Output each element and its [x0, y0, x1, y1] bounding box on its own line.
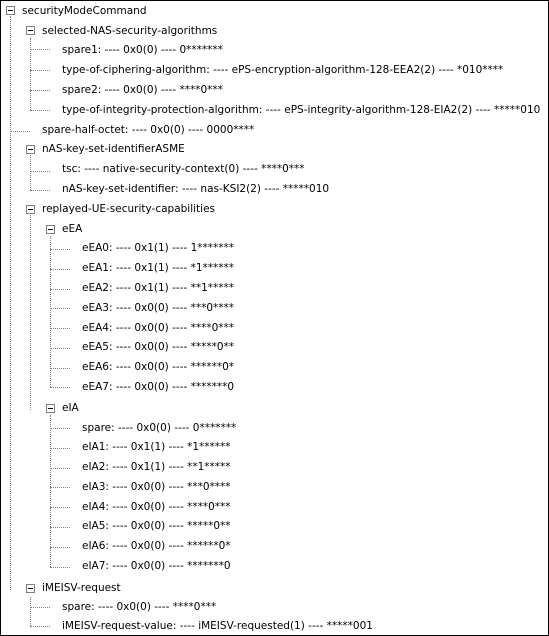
tree-line: [50, 428, 70, 429]
tree-leaf-eea1[interactable]: eEA1: ---- 0x1(1) ---- *1******: [82, 262, 235, 274]
collapse-toggle-icon[interactable]: [46, 404, 55, 413]
tree-leaf-eea6[interactable]: eEA6: ---- 0x0(0) ---- ******0*: [82, 361, 235, 373]
tree-node-eia[interactable]: eIA: [62, 402, 79, 414]
collapse-toggle-icon[interactable]: [26, 205, 35, 214]
tree-leaf-eia1[interactable]: eIA1: ---- 0x1(1) ---- *1******: [82, 441, 231, 453]
tree-line: [10, 131, 30, 132]
tree-line: [50, 448, 70, 449]
tree-leaf-eea7[interactable]: eEA7: ---- 0x0(0) ---- *******0: [82, 381, 235, 393]
tree-line: [50, 236, 51, 387]
tree-line: [50, 567, 70, 568]
tree-node-securityModeCommand[interactable]: securityModeCommand: [22, 5, 147, 17]
collapse-toggle-icon[interactable]: [46, 225, 55, 234]
tree-leaf-eia2[interactable]: eIA2: ---- 0x1(1) ---- **1*****: [82, 461, 231, 473]
tree-line: [50, 468, 70, 469]
tree-line: [30, 171, 50, 172]
tree-node-imeisv-request[interactable]: iMEISV-request: [42, 582, 121, 594]
tree-line: [30, 626, 50, 627]
tree-line: [50, 328, 70, 329]
tree-leaf-eia3[interactable]: eIA3: ---- 0x0(0) ---- ***0****: [82, 481, 231, 493]
tree-leaf-eia6[interactable]: eIA6: ---- 0x0(0) ---- ******0*: [82, 540, 231, 552]
tree-leaf-spare-half-octet[interactable]: spare-half-octet: ---- 0x0(0) ---- 0000****: [42, 124, 255, 136]
tree-node-nas-key-set-identifier-asme[interactable]: nAS-key-set-identifierASME: [42, 143, 185, 155]
tree-line: [30, 597, 31, 626]
tree-line: [30, 90, 50, 91]
tree-leaf-integrity-algorithm[interactable]: type-of-integrity-protection-algorithm: ---- ePS-integrity-algorithm-128-EIA2(2) ---- *****010: [62, 104, 541, 116]
tree-line: [30, 110, 50, 111]
tree-leaf-imeisv-request-value[interactable]: iMEISV-request-value: ---- iMEISV-requested(1) ---- *****001: [62, 620, 373, 632]
collapse-toggle-icon[interactable]: [26, 145, 35, 154]
tree-line: [50, 487, 70, 488]
tree-leaf-eea0[interactable]: eEA0: ---- 0x1(1) ---- 1*******: [82, 242, 235, 254]
tree-node-replayed-ue-security-capabilities[interactable]: replayed-UE-security-capabilities: [42, 203, 216, 215]
tree-leaf-spare1[interactable]: spare1: ---- 0x0(0) ---- 0*******: [62, 44, 223, 56]
tree-line: [30, 49, 50, 50]
tree-line: [50, 415, 51, 567]
tree-line: [50, 368, 70, 369]
tree-leaf-eia-spare[interactable]: spare: ---- 0x0(0) ---- 0*******: [82, 422, 237, 434]
tree-leaf-ciphering-algorithm[interactable]: type-of-ciphering-algorithm: ---- ePS-encryption-algorithm-128-EEA2(2) ---- *010****: [62, 64, 504, 76]
tree-node-selected-nas-security-algorithms[interactable]: selected-NAS-security-algorithms: [42, 25, 218, 37]
tree-line: [30, 190, 50, 191]
collapse-toggle-icon[interactable]: [6, 6, 15, 15]
tree-leaf-eea4[interactable]: eEA4: ---- 0x0(0) ---- ****0***: [82, 322, 235, 334]
tree-leaf-eia4[interactable]: eIA4: ---- 0x0(0) ---- ****0***: [82, 501, 231, 513]
tree-line: [50, 387, 70, 388]
tree-line: [50, 547, 70, 548]
tree-leaf-eea3[interactable]: eEA3: ---- 0x0(0) ---- ***0****: [82, 302, 235, 314]
collapse-toggle-icon[interactable]: [26, 26, 35, 35]
tree-leaf-spare2[interactable]: spare2: ---- 0x0(0) ---- ****0***: [62, 84, 223, 96]
collapse-toggle-icon[interactable]: [26, 584, 35, 593]
tree-line: [50, 289, 70, 290]
tree-line: [50, 507, 70, 508]
tree-line: [30, 70, 50, 71]
tree-line: [50, 308, 70, 309]
tree-leaf-nas-key-set-identifier[interactable]: nAS-key-set-identifier: ---- nas-KSI2(2) ---- *****010: [62, 183, 330, 195]
tree-line: [50, 269, 70, 270]
tree-leaf-eea5[interactable]: eEA5: ---- 0x0(0) ---- *****0**: [82, 341, 235, 353]
tree-line: [30, 215, 31, 410]
tree-line: [10, 16, 11, 590]
tree-line: [50, 249, 70, 250]
tree-line: [30, 607, 50, 608]
tree-leaf-eea2[interactable]: eEA2: ---- 0x1(1) ---- **1*****: [82, 282, 235, 294]
tree-line: [50, 527, 70, 528]
tree-line: [30, 155, 31, 190]
tree-node-eea[interactable]: eEA: [62, 223, 83, 235]
tree-leaf-imeisv-spare[interactable]: spare: ---- 0x0(0) ---- ****0***: [62, 601, 217, 613]
tree-leaf-tsc[interactable]: tsc: ---- native-security-context(0) ---- ****0***: [62, 163, 305, 175]
tree-line: [50, 348, 70, 349]
tree-leaf-eia7[interactable]: eIA7: ---- 0x0(0) ---- *******0: [82, 560, 231, 572]
tree-leaf-eia5[interactable]: eIA5: ---- 0x0(0) ---- *****0**: [82, 520, 231, 532]
